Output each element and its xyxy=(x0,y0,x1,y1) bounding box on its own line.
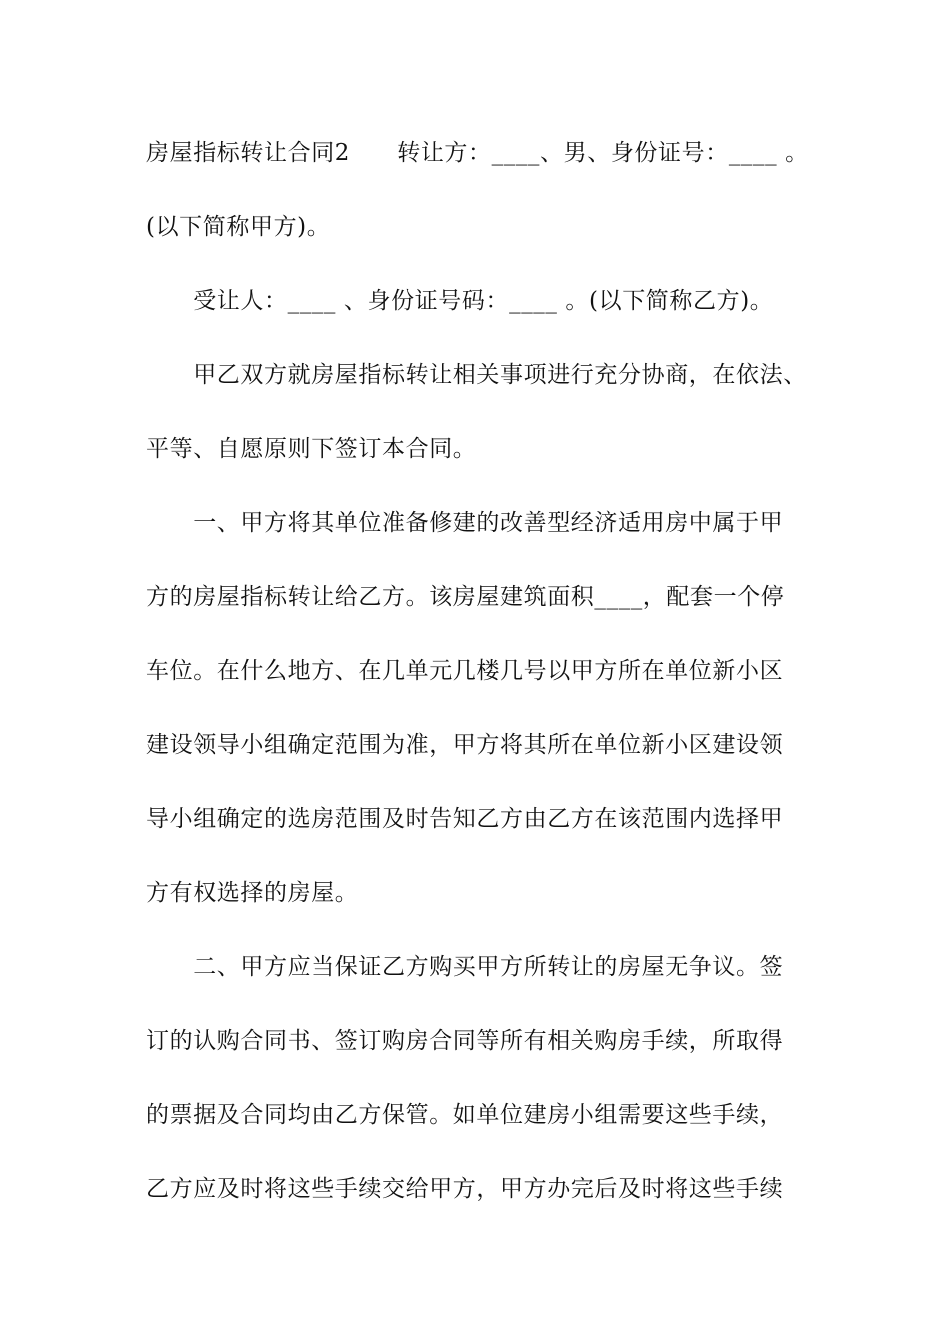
text-line: 甲乙双方就房屋指标转让相关事项进行充分协商，在依法、 xyxy=(146,362,807,388)
transferee-line: 受让人：____ 、身份证号码：____ 。(以下简称乙方)。 xyxy=(146,288,774,314)
text-line: 乙方应及时将这些手续交给甲方，甲方办完后及时将这些手续 xyxy=(146,1176,784,1202)
text-line: 订的认购合同书、签订购房合同等所有相关购房手续，所取得 xyxy=(146,1028,784,1054)
title-and-transferor-line: 房屋指标转让合同2 转让方：____、男、身份证号：____ 。 xyxy=(146,140,809,166)
text-line: 方有权选择的房屋。 xyxy=(146,880,359,906)
clause-1-line: 一、甲方将其单位准备修建的改善型经济适用房中属于甲 xyxy=(146,510,784,536)
text-line: 建设领导小组确定范围为准，甲方将其所在单位新小区建设领 xyxy=(146,732,784,758)
text-line: 导小组确定的选房范围及时告知乙方由乙方在该范围内选择甲 xyxy=(146,806,784,832)
clause-2-line: 二、甲方应当保证乙方购买甲方所转让的房屋无争议。签 xyxy=(146,954,784,980)
text-line: 方的房屋指标转让给乙方。该房屋建筑面积____，配套一个停 xyxy=(146,584,785,610)
text-line: 车位。在什么地方、在几单元几楼几号以甲方所在单位新小区 xyxy=(146,658,784,684)
text-line: (以下简称甲方)。 xyxy=(146,214,331,240)
text-line: 的票据及合同均由乙方保管。如单位建房小组需要这些手续， xyxy=(146,1102,784,1128)
text-line: 平等、自愿原则下签订本合同。 xyxy=(146,436,477,462)
